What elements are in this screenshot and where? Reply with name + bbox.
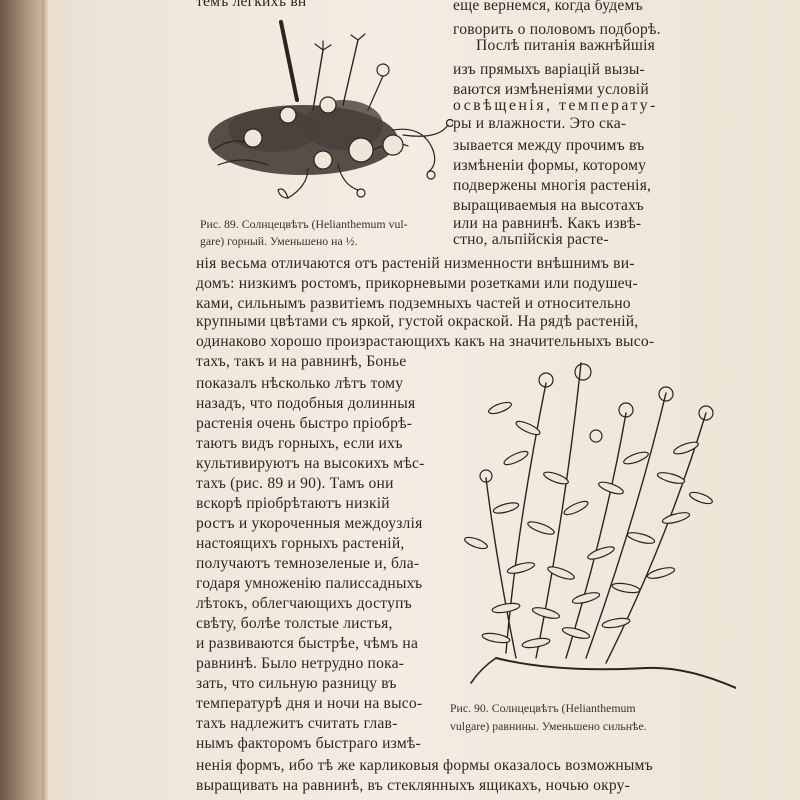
- text-line: тахъ (рис. 89 и 90). Тамъ они: [196, 475, 394, 492]
- text-line: говорить о половомъ подборѣ.: [453, 21, 661, 38]
- text-line: еще вернемся, когда будемъ: [453, 0, 643, 14]
- text-line: выращивать на равнинѣ, въ стеклянныхъ ящикахъ, ночью окру-: [196, 777, 631, 794]
- text-line: настоящихъ горныхъ растеній,: [196, 535, 405, 552]
- text-line: выращиваемыя на высотахъ: [453, 197, 644, 214]
- text-line: лѣтокъ, облегчающихъ доступъ: [196, 595, 412, 612]
- text-line: ками, сильнымъ развитіемъ подземныхъ частей и относительно: [196, 295, 631, 312]
- text-line: вскорѣ пріобрѣтаютъ низкій: [196, 495, 390, 512]
- text-line: нія весьма отличаются отъ растеній низменности внѣшнимъ ви-: [196, 255, 635, 272]
- figure-89-illustration: [193, 10, 453, 210]
- text-line: свѣту, болѣе толстые листья,: [196, 615, 393, 632]
- figure-89-caption-line1: Рис. 89. Солнцецвѣтъ (Helianthemum vul-: [200, 217, 408, 231]
- text-line: ры и влажности. Это ска-: [453, 115, 627, 132]
- text-line: и развиваются быстрѣе, чѣмъ на: [196, 635, 419, 652]
- text-line: растенія очень быстро пріобрѣ-: [196, 415, 413, 432]
- figure-90-caption-line1: Рис. 90. Солнцецвѣтъ (Helianthemum: [450, 701, 636, 715]
- text-line: тахъ надлежитъ считать глав-: [196, 715, 398, 732]
- text-line: крупными цвѣтами съ яркой, густой окраской. На рядѣ растеній,: [196, 313, 639, 330]
- text-line: годаря умноженію палиссадныхъ: [196, 575, 423, 592]
- text-line: получаютъ темнозеленые и, бла-: [196, 555, 420, 572]
- text-line: одинаково хорошо произрастающихъ какъ на значительныхъ высо-: [196, 333, 655, 350]
- text-line: ростъ и укороченныя междоузлія: [196, 515, 423, 532]
- text-line: ненія формъ, ибо тѣ же карликовыя формы оказалось возможнымъ: [196, 757, 653, 774]
- text-line: таютъ видъ горныхъ, если ихъ: [196, 435, 403, 452]
- text-line: подвержены многія растенія,: [453, 177, 652, 194]
- text-line: равнинѣ. Было нетрудно пока-: [196, 655, 405, 672]
- text-line: изъ прямыхъ варіацій вызы-: [453, 61, 645, 78]
- text-line: или на равнинѣ. Какъ извѣ-: [453, 215, 642, 232]
- text-line: культивируютъ на высокихъ мѣс-: [196, 455, 425, 472]
- figure-89-caption-line2: gare) горный. Уменьшено на ½.: [200, 234, 358, 248]
- book-page: [48, 0, 800, 800]
- text-line: Послѣ питанія важнѣйшія: [476, 37, 656, 54]
- text-line: назадъ, что подобныя долинныя: [196, 395, 416, 412]
- text-line: нымъ факторомъ быстраго измѣ-: [196, 735, 421, 752]
- text-line: зать, что сильную разницу въ: [196, 675, 397, 692]
- text-line: зывается между прочимъ въ: [453, 137, 645, 154]
- top-fragment: темъ легкихъ вн: [196, 0, 307, 10]
- text-line: домъ: низкимъ ростомъ, прикорневыми розетками или подушеч-: [196, 275, 638, 292]
- figure-90-caption-line2: vulgare) равнины. Уменьшено сильнѣе.: [450, 719, 647, 733]
- text-line: показалъ нѣсколько лѣтъ тому: [196, 375, 404, 392]
- text-line: стно, альпійскія расте-: [453, 231, 609, 248]
- text-line: ваются измѣненіями условій: [453, 81, 649, 98]
- text-line: температурѣ дня и ночи на высо-: [196, 695, 423, 712]
- text-line: тахъ, такъ и на равнинѣ, Бонье: [196, 353, 407, 370]
- figure-90-illustration: [436, 358, 736, 698]
- text-line: освѣщенія, температу-: [453, 97, 658, 114]
- text-line: измѣненіи формы, которому: [453, 157, 647, 174]
